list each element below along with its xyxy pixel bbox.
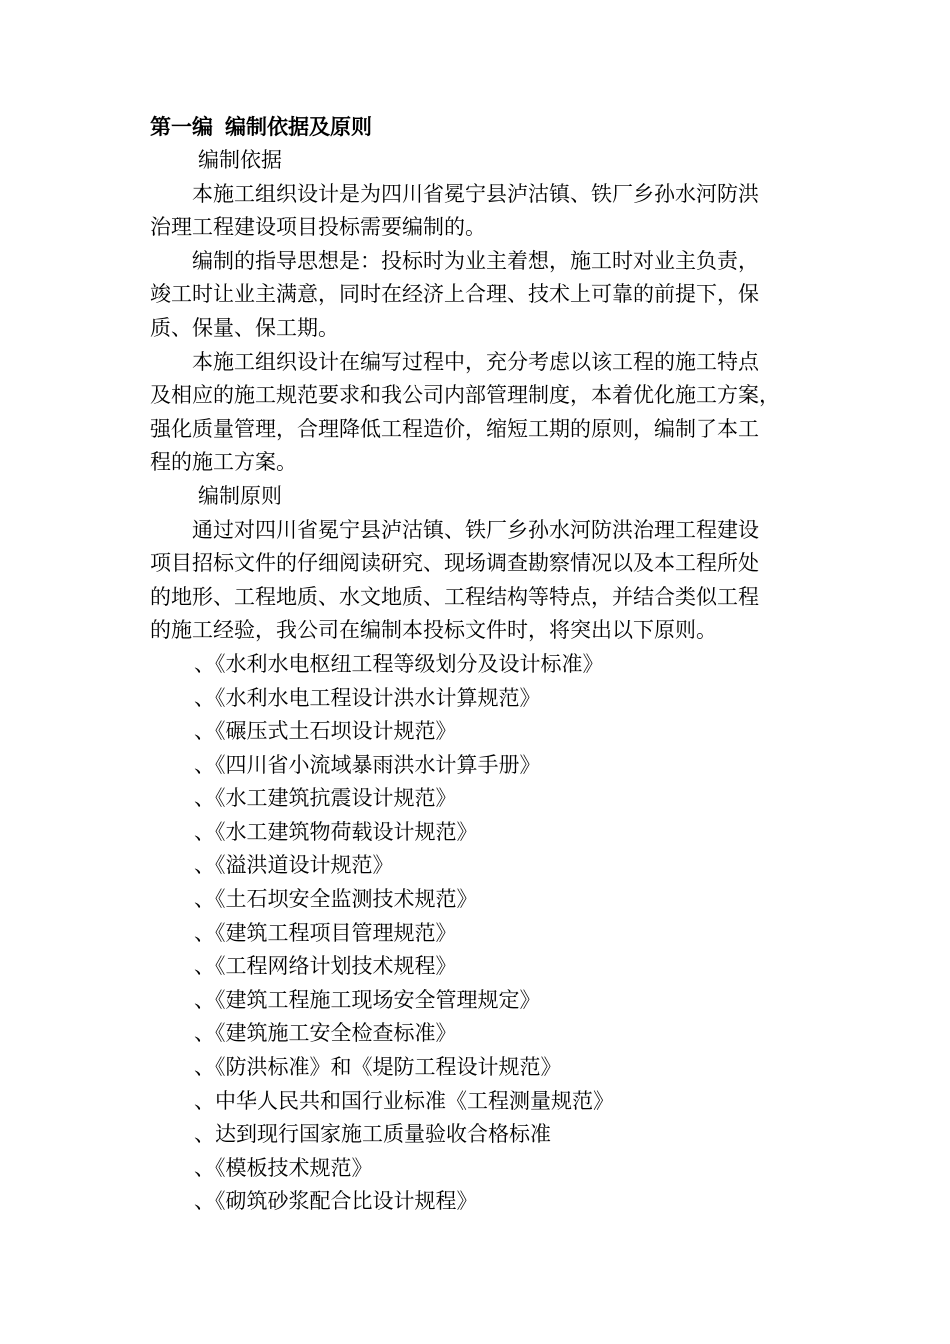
- paragraph: [150, 514, 840, 648]
- list-item: 、《建筑施工安全检查标准》: [194, 1021, 457, 1046]
- list-item: 、《水工建筑抗震设计规范》: [194, 786, 457, 811]
- paragraph-line: 编制的指导思想是：投标时为业主着想，施工时对业主负责，: [192, 248, 759, 273]
- list-item: 、《模板技术规范》: [194, 1155, 373, 1180]
- document-body: [150, 110, 840, 1219]
- paragraph-line: 及相应的施工规范要求和我公司内部管理制度，本着优化施工方案，: [150, 383, 780, 408]
- paragraph: [150, 245, 840, 346]
- standards-list: [150, 648, 840, 1219]
- list-item: 、《溢洪道设计规范》: [194, 853, 394, 878]
- section-heading-principles: 编制原则: [198, 483, 282, 508]
- list-item: 、《四川省小流域暴雨洪水计算手册》: [194, 752, 541, 777]
- paragraph-line: 本施工组织设计是为四川省冕宁县泸沽镇、铁厂乡孙水河防洪: [192, 181, 759, 206]
- list-item: 、《工程网络计划技术规程》: [194, 954, 457, 979]
- paragraph-line: 程的施工方案。: [150, 450, 297, 475]
- list-item: 、《防洪标准》和《堤防工程设计规范》: [194, 1055, 562, 1080]
- paragraph-line: 的地形、工程地质、水文地质、工程结构等特点，并结合类似工程: [150, 584, 759, 609]
- list-item: 、《土石坝安全监测技术规范》: [194, 887, 478, 912]
- section-heading-basis: 编制依据: [198, 148, 282, 172]
- chapter-title: [150, 110, 840, 144]
- paragraph-line: 竣工时让业主满意，同时在经济上合理、技术上可靠的前提下，保: [150, 282, 759, 307]
- list-item: 、《建筑工程施工现场安全管理规定》: [194, 987, 541, 1012]
- paragraph-line: 的施工经验，我公司在编制本投标文件时，将突出以下原则。: [150, 618, 717, 643]
- chapter-number: 第一编: [150, 114, 213, 139]
- paragraph: [150, 178, 840, 245]
- paragraph-line: 本施工组织设计在编写过程中，充分考虑以该工程的施工特点: [192, 349, 759, 374]
- paragraph-line: 强化质量管理，合理降低工程造价，缩短工期的原则，编制了本工: [150, 416, 759, 441]
- paragraph-line: 通过对四川省冕宁县泸沽镇、铁厂乡孙水河防洪治理工程建设: [192, 517, 759, 542]
- paragraph-line: 项目招标文件的仔细阅读研究、现场调查勘察情况以及本工程所处: [150, 551, 759, 576]
- paragraph-line: 治理工程建设项目投标需要编制的。: [150, 215, 486, 240]
- chapter-name: 编制依据及原则: [225, 114, 372, 139]
- paragraph: [150, 346, 840, 480]
- list-item: 、《砌筑砂浆配合比设计规程》: [194, 1189, 478, 1214]
- paragraph-line: 质、保量、保工期。: [150, 315, 339, 340]
- list-item: 、《碾压式土石坝设计规范》: [194, 719, 457, 744]
- list-item: 、《水工建筑物荷载设计规范》: [194, 819, 478, 844]
- list-item: 、《水利水电枢纽工程等级划分及设计标准》: [194, 651, 604, 676]
- list-item: 、《建筑工程项目管理规范》: [194, 920, 457, 945]
- list-item: 、达到现行国家施工质量验收合格标准: [194, 1122, 551, 1147]
- list-item: 、《水利水电工程设计洪水计算规范》: [194, 685, 541, 710]
- list-item: 、中华人民共和国行业标准《工程测量规范》: [194, 1088, 614, 1113]
